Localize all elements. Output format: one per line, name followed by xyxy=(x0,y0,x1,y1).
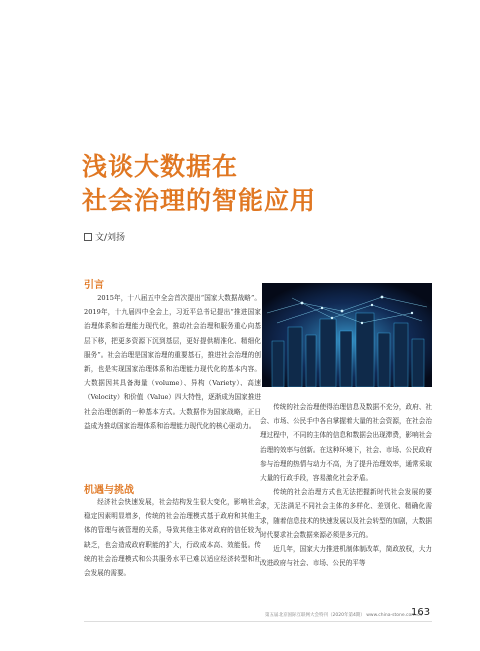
page-number: 163 xyxy=(411,607,431,618)
author-name: 文/刘扬 xyxy=(95,233,126,243)
right-column-body xyxy=(260,400,432,570)
right-paragraph-1: 传统的社会治理使得治理信息及数据不充分，政府、社会、市场、公民手中各自掌握着大量的社会资源，在社会治理过程中，不同的主体的信息和数据会出现滞费，影响社会治理的效率与创新。在这种环境下，社会、市场、公民政府参与治理的热情与动力不高，为了提升治理效率，通常采取大量的行政手段，容易激化社会矛盾。 xyxy=(260,403,432,483)
checkbox-square-icon xyxy=(84,233,92,241)
challenges-paragraph: 经济社会快速发展，社会结构发生很大变化，影响社会稳定因素明显增多，传统的社会治理模式基于政府和其他主体的管理与被管理的关系，导致其他主体对政府的信任较为缺乏，也会造成政府职能的扩大，行政成本高、效能低。传统的社会治理模式和公共服务水平已难以适应经济转型和社会发展的需要。 xyxy=(84,498,261,578)
article-title-line-2: 社会治理的智能应用 xyxy=(82,186,317,215)
right-paragraph-3: 近几年，国家大力推进机制体制改革，简政放权，大力改进政府与社会、市场、公民的平等 xyxy=(260,545,432,568)
intro-body xyxy=(84,291,261,433)
footer-divider xyxy=(84,621,432,622)
city-network-illustration xyxy=(262,283,432,387)
intro-paragraph: 2015年，十八届五中全会首次提出“国家大数据战略”。2019年，十九届四中全会上，习近平总书记提出“推进国家治理体系和治理能力现代化，推动社会治理和服务重心向基层下移，把更多资源下沉到基层，更好提供精准化、精细化服务”。社会治理是国家治理的重要基石，推进社会治理的创新，也是实现国家治理体系和治理能力现代化的基本内容。大数据因其具备海量（volume）、异构（Variety）、高速（Velocity）和价值（Value）四大特性，逐渐成为国家推进社会治理创新的一种基本方式。大数据作为国家战略，正日益成为推动国家治理体系和治理能力现代化的核心驱动力。 xyxy=(84,294,261,430)
challenges-heading: 机遇与挑战 xyxy=(84,485,134,496)
challenges-body xyxy=(84,495,261,580)
intro-heading: 引言 xyxy=(84,280,104,291)
right-paragraph-2: 传统的社会治理方式也无法把握新时代社会发展的要求，无法满足不同社会主体的多样化、差别化、精确化需求，随着信息技术的快速发展以及社会转型的加剧，大数据时代要求社会数据来源必须是多元的。 xyxy=(260,488,432,539)
article-title-line-1: 浅谈大数据在 xyxy=(82,152,239,181)
author-byline xyxy=(84,230,125,243)
big-data-city-photo xyxy=(262,283,432,387)
footer-text: 第五届北京国际互联网大会特刊（2020年第4期） www.china-stone.com.cn xyxy=(265,613,423,618)
